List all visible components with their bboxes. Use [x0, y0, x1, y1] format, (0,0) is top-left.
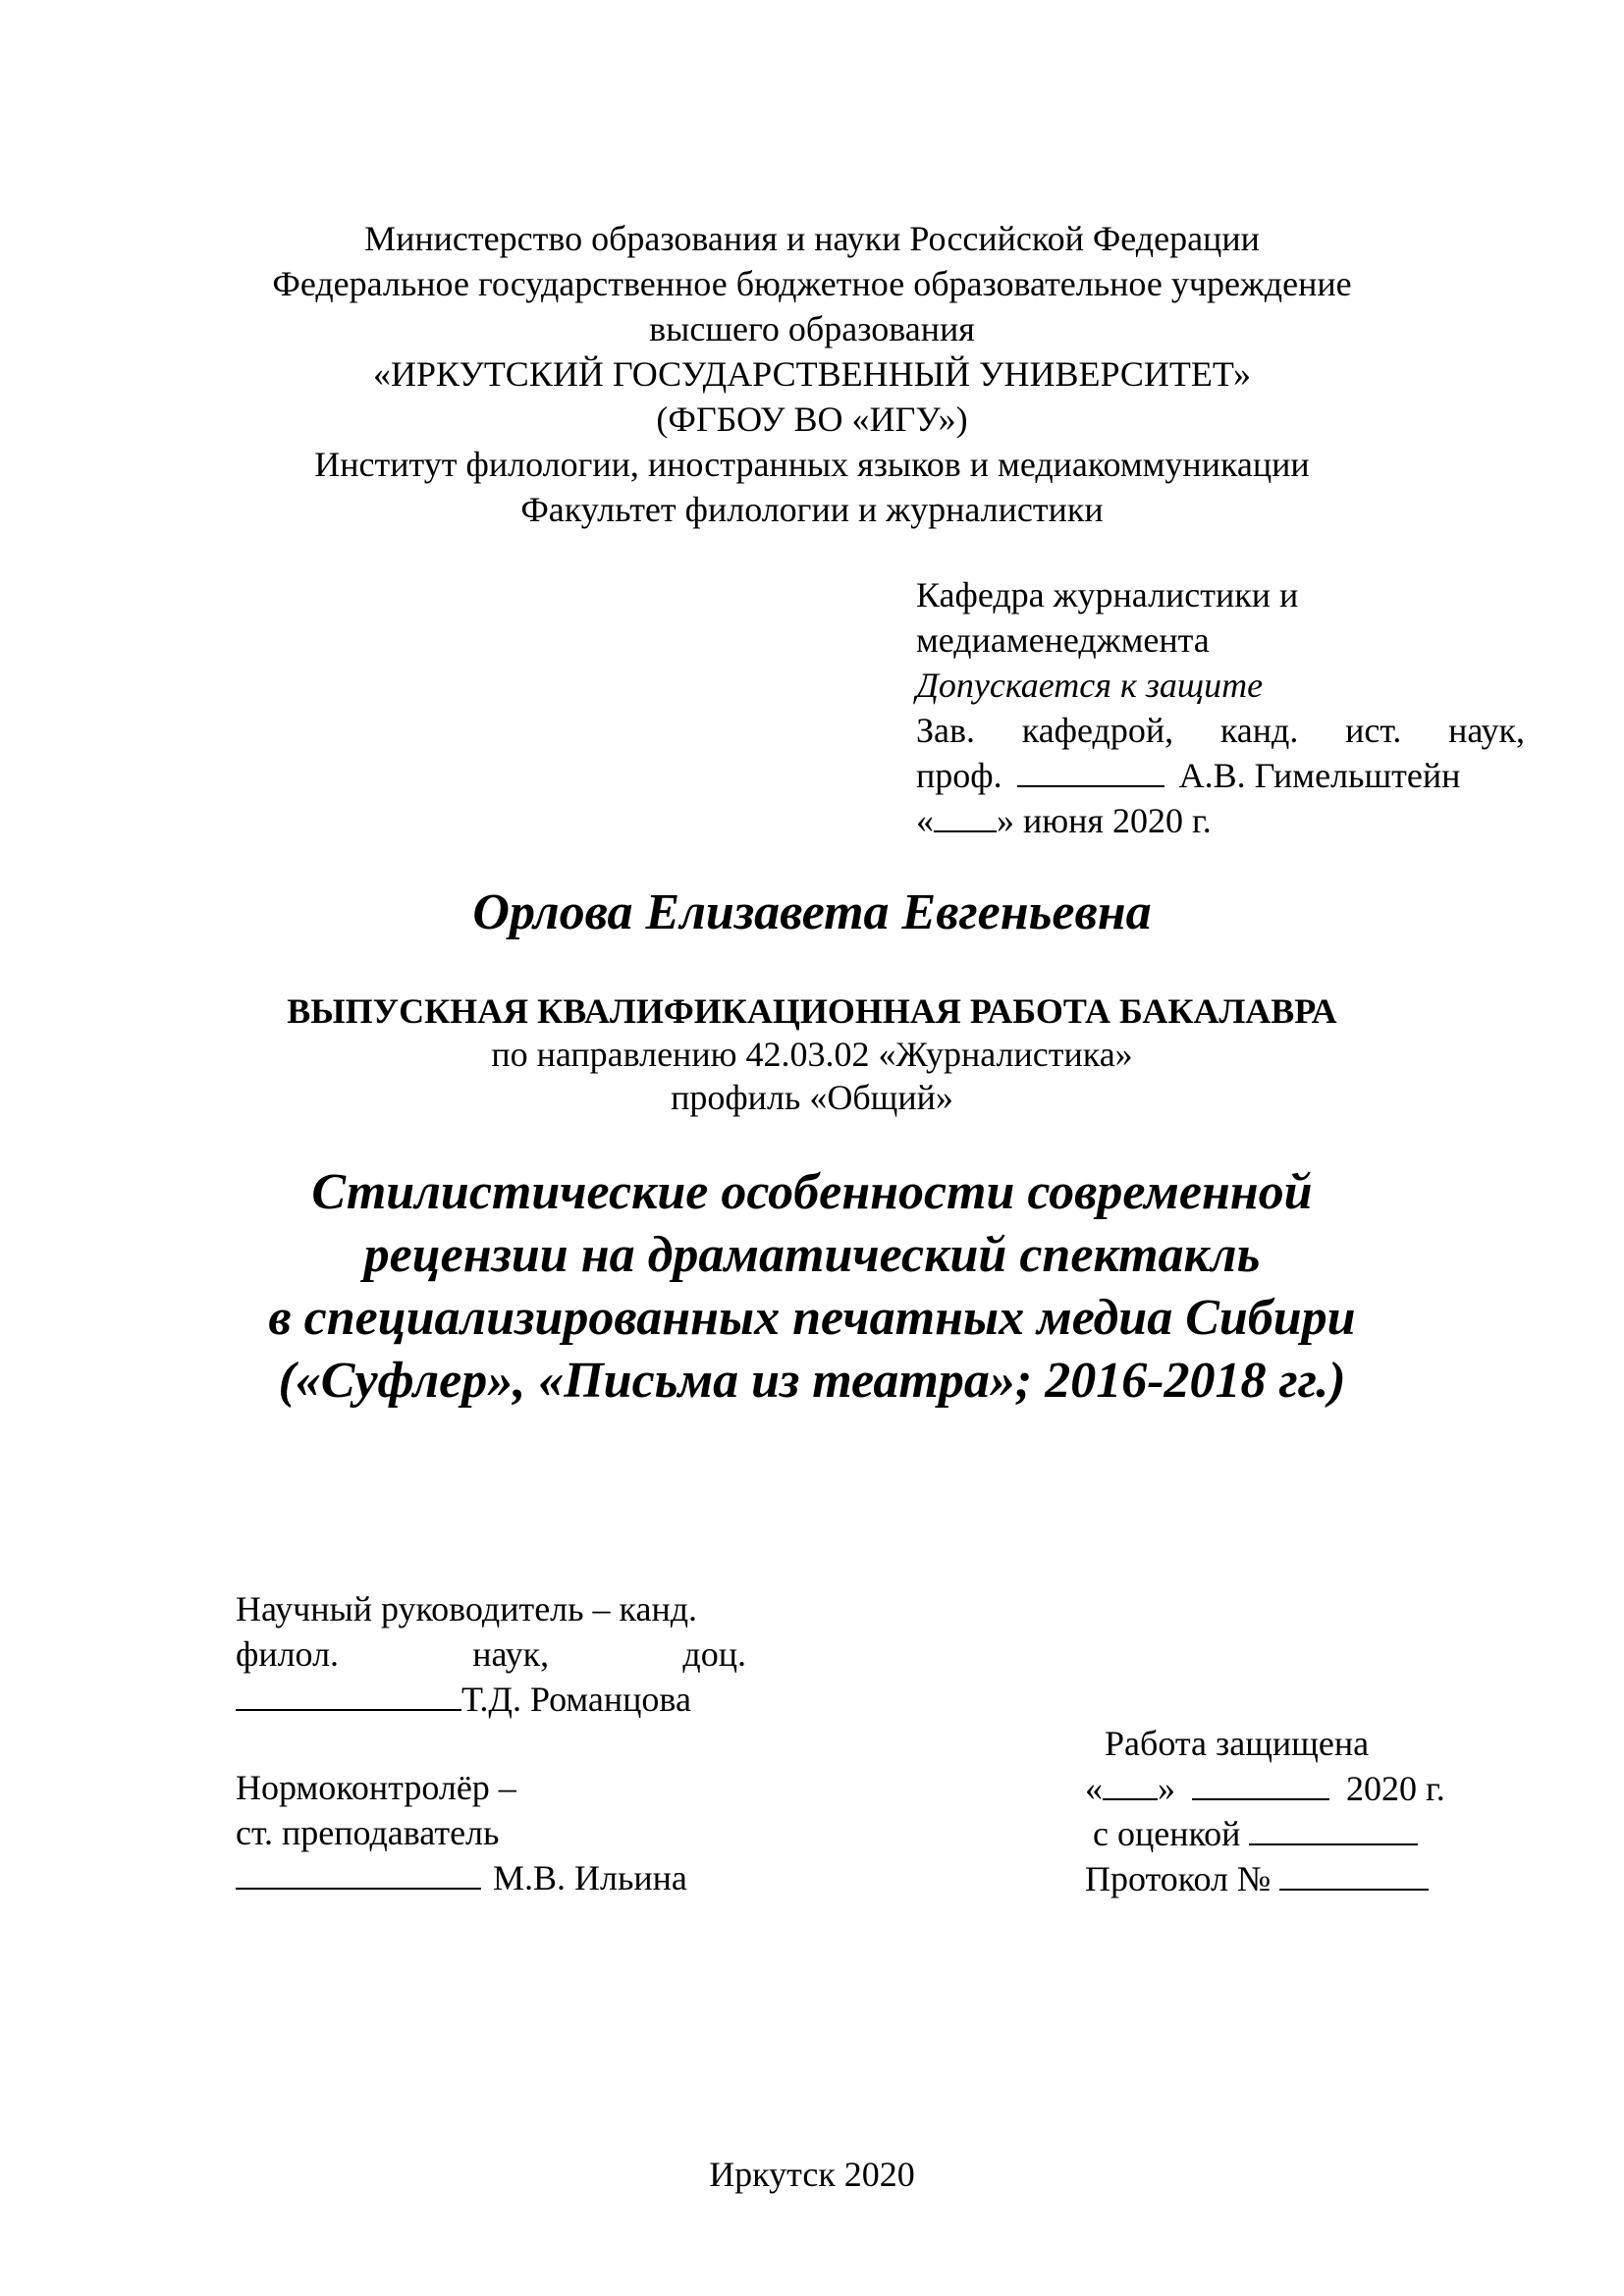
head-word: ист. [1345, 711, 1402, 750]
work-direction: по направлению 42.03.02 «Журналистика» [491, 1035, 1133, 1074]
prof-prefix: проф. [916, 756, 1002, 795]
normocontrol-name: М.В. Ильина [493, 1858, 687, 1897]
topic-line: в специализированных печатных медиа Сибири [268, 1290, 1356, 1346]
date-open-quote: « [1085, 1769, 1103, 1808]
supervisor-title: Научный руководитель – канд. [236, 1589, 698, 1629]
date-open-quote: « [916, 801, 934, 840]
normocontrol-signature-line [236, 1855, 746, 1900]
protocol-label: Протокол № [1085, 1859, 1272, 1898]
signature-blank [236, 1858, 481, 1890]
author-name: Орлова Елизавета Евгеньевна [472, 884, 1152, 940]
head-word: наук, [1448, 711, 1525, 750]
grade-blank [1249, 1814, 1418, 1845]
grade-line [1085, 1811, 1497, 1856]
date-rest: » июня 2020 г. [997, 801, 1212, 840]
degree-word: наук, [472, 1634, 550, 1674]
head-word: кафедрой, [1021, 711, 1174, 750]
work-profile: профиль «Общий» [671, 1078, 953, 1117]
university-abbr-line: (ФГБОУ ВО «ИГУ») [656, 400, 968, 439]
head-signature-line [916, 753, 1525, 798]
university-name-line: «ИРКУТСКИЙ ГОСУДАРСТВЕННЫЙ УНИВЕРСИТЕТ» [373, 354, 1251, 394]
defense-date-line [1085, 1766, 1497, 1811]
ministry-line: Министерство образования и науки Российской Федерации [364, 219, 1260, 258]
work-type: ВЫПУСКНАЯ КВАЛИФИКАЦИОННАЯ РАБОТА БАКАЛАВРА [287, 991, 1337, 1031]
topic-line: рецензии на драматический спектакль [363, 1227, 1261, 1283]
head-name: А.В. Гимельштейн [1178, 756, 1461, 795]
department-line-2: медиаменеджмента [916, 620, 1210, 660]
head-of-department-line [916, 708, 1525, 753]
normocontrol-block [236, 1765, 746, 1900]
supervisor-degree [236, 1631, 746, 1677]
department-approval-block [916, 572, 1525, 843]
institution-type-line: Федеральное государственное бюджетное образовательное учреждение [272, 264, 1352, 303]
institution-header [0, 216, 1624, 532]
topic-line: Стилистические особенности современной [311, 1164, 1313, 1220]
institute-line: Институт филологии, иностранных языков и медиакоммуникации [314, 445, 1310, 484]
city-year: Иркутск 2020 [709, 2155, 915, 2194]
head-word: Зав. [916, 711, 976, 750]
department-line-1: Кафедра журналистики и [916, 575, 1299, 614]
normocontrol-position: ст. преподаватель [236, 1813, 500, 1852]
defense-year: 2020 г. [1346, 1769, 1445, 1808]
date-close-quote: » [1158, 1769, 1175, 1808]
month-blank [1192, 1769, 1329, 1800]
day-blank [934, 801, 997, 832]
protocol-blank [1279, 1859, 1429, 1891]
topic-line: («Суфлер», «Письма из театра»; 2016-2018 гг.) [278, 1353, 1346, 1409]
education-level-line: высшего образования [649, 309, 975, 348]
signature-blank [1017, 756, 1164, 787]
work-type-block [0, 989, 1624, 1119]
supervisor-block [236, 1586, 746, 1722]
thesis-topic [0, 1161, 1624, 1413]
degree-word: филол. [236, 1634, 340, 1674]
normocontrol-title: Нормоконтролёр – [236, 1768, 516, 1807]
protocol-line [1085, 1856, 1497, 1901]
day-blank [1103, 1769, 1158, 1800]
admitted-to-defense: Допускается к защите [916, 666, 1264, 705]
defense-block [1085, 1721, 1497, 1901]
head-word: канд. [1219, 711, 1299, 750]
supervisor-name: Т.Д. Романцова [461, 1680, 691, 1719]
defense-title: Работа защищена [1105, 1724, 1370, 1763]
supervisor-signature-line [236, 1677, 746, 1722]
faculty-line: Факультет филологии и журналистики [520, 490, 1104, 529]
degree-word: доц. [682, 1634, 746, 1674]
grade-label: с оценкой [1093, 1814, 1241, 1853]
approval-date-line [916, 798, 1525, 843]
signature-blank [236, 1680, 461, 1711]
